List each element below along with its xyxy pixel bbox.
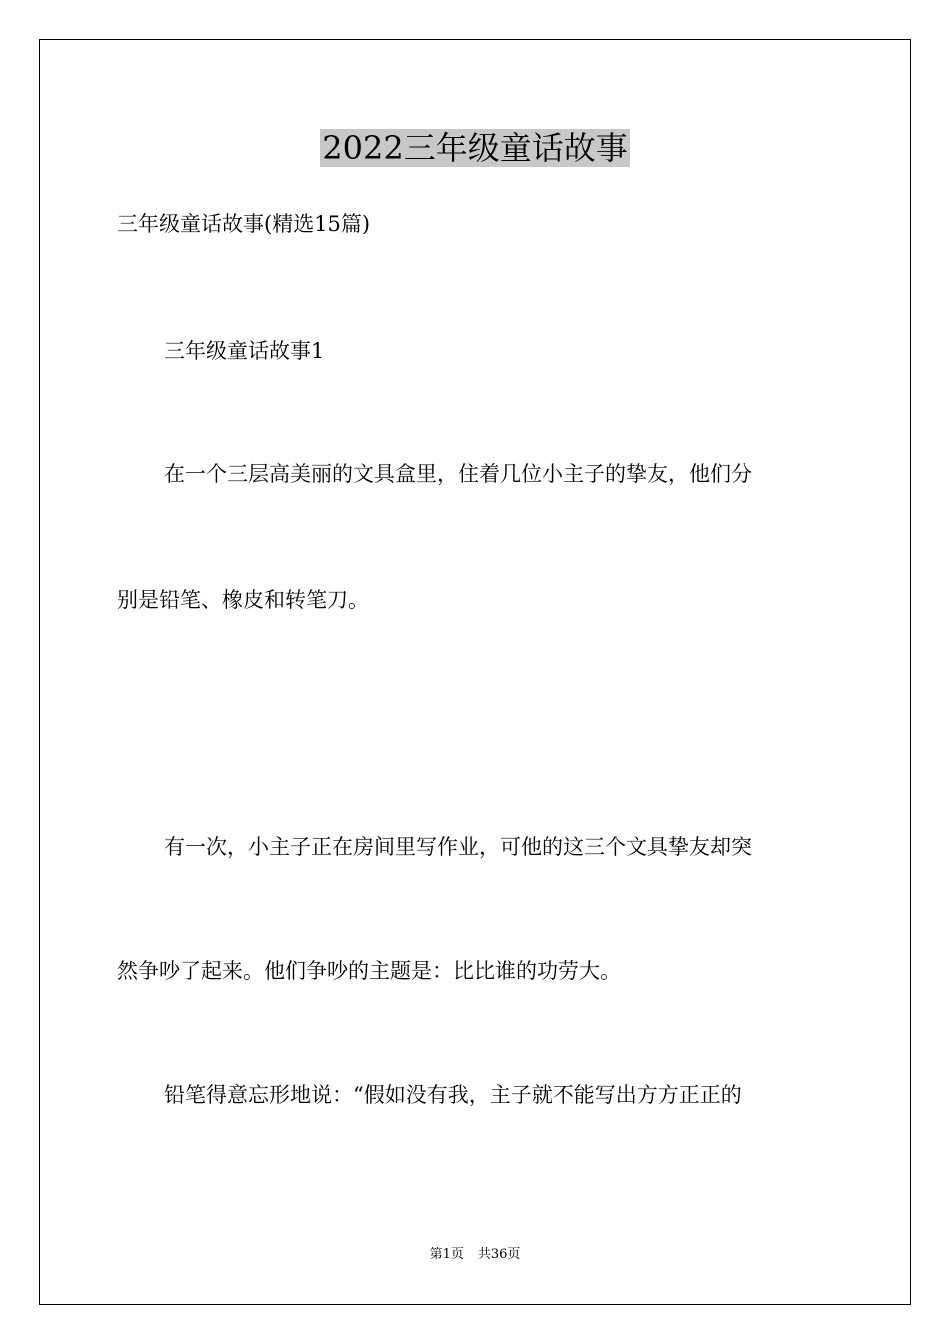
document-title <box>0 126 950 170</box>
paragraph-line-1: 在一个三层高美丽的文具盒里，住着几位小主子的挚友，他们分 <box>164 462 752 486</box>
document-title-text: 2022三年级童话故事 <box>322 129 628 167</box>
paragraph-line-2: 别是铅笔、橡皮和转笔刀。 <box>117 588 369 612</box>
paragraph-line-4: 然争吵了起来。他们争吵的主题是：比比谁的功劳大。 <box>117 959 621 983</box>
page-total: 共36页 <box>477 1247 521 1262</box>
paragraph-line-5: 铅笔得意忘形地说：“假如没有我，主子就不能写出方方正正的 <box>164 1083 742 1107</box>
paragraph-line-3: 有一次，小主子正在房间里写作业，可他的这三个文具挚友却突 <box>164 835 752 859</box>
page-footer <box>0 1246 950 1264</box>
section-heading: 三年级童话故事1 <box>164 339 325 363</box>
page-number: 第1页 <box>429 1247 464 1262</box>
document-subtitle: 三年级童话故事(精选15篇) <box>117 212 371 236</box>
